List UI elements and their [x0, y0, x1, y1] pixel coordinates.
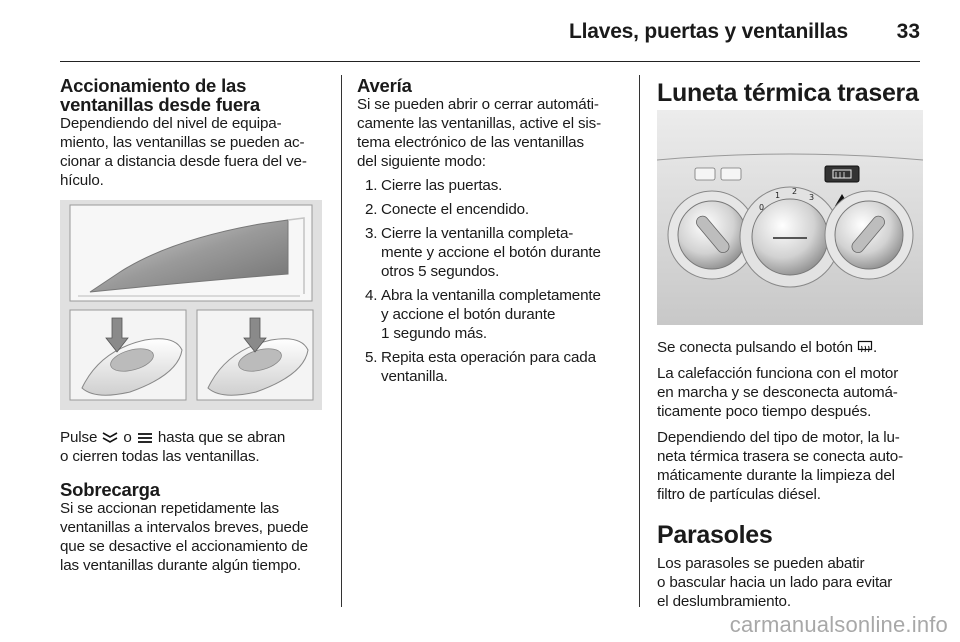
heating-paragraph-2 — [657, 428, 925, 504]
fault-intro — [357, 95, 625, 171]
list-item — [357, 224, 625, 281]
overload-heading: Sobrecarga — [60, 479, 160, 500]
heading-line: Accionamiento de las — [60, 75, 247, 96]
connect-instruction — [657, 338, 925, 357]
pulse-instruction — [60, 428, 330, 466]
fault-steps-list — [357, 176, 625, 386]
watermark: carmanualsonline.info — [729, 612, 948, 637]
text-line: camente las ventanillas, active el sis- — [357, 115, 602, 132]
step-line: Conecte el encendido. — [381, 201, 529, 218]
text-line: las ventanillas durante algún tiempo. — [60, 557, 301, 574]
remote-window-heading — [60, 76, 326, 114]
text-line: cionar a distancia desde fuera del ve- — [60, 153, 307, 170]
list-item — [357, 176, 625, 195]
left-column — [60, 76, 326, 190]
remote-window-intro — [60, 114, 326, 190]
chapter-title: Llaves, puertas y ventanillas — [568, 20, 848, 43]
step-line: Cierre las puertas. — [381, 177, 503, 194]
text-line: el deslumbramiento. — [657, 593, 791, 610]
list-item — [357, 286, 625, 343]
window-up-symbol-icon — [101, 430, 119, 444]
pulse-word: Pulse — [60, 429, 98, 446]
text-line: hículo. — [60, 172, 104, 189]
rear-window-heater-button — [825, 166, 859, 182]
fault-heading: Avería — [357, 75, 412, 96]
dial-label: 3 — [809, 193, 815, 202]
step-number: 3. — [365, 225, 378, 242]
text-line: o bascular hacia un lado para evitar — [657, 574, 893, 591]
step-line: Cierre la ventanilla completa- — [381, 225, 574, 242]
text-line — [60, 428, 330, 447]
heading-line: ventanillas desde fuera — [60, 94, 261, 115]
text-line: Si se accionan repetidamente las — [60, 500, 279, 517]
text-line: que se desactive el accionamiento de — [60, 538, 308, 555]
right-column-top — [657, 78, 922, 108]
sun-visors-text — [657, 554, 925, 611]
key-fob-window-illustration — [60, 200, 322, 410]
rear-window-heater-icon — [857, 340, 873, 354]
page-number: 33 — [896, 20, 920, 43]
dial-label: 2 — [792, 187, 798, 196]
climate-control-panel-illustration — [657, 110, 923, 325]
middle-column — [357, 76, 625, 391]
window-down-symbol-icon — [136, 430, 154, 444]
page-header — [60, 0, 920, 62]
text-line: máticamente durante la limpieza del — [657, 467, 895, 484]
text-line: miento, las ventanillas se pueden ac- — [60, 134, 305, 151]
list-item — [357, 348, 625, 386]
text-line: del siguiente modo: — [357, 153, 486, 170]
text-line: filtro de partículas diésel. — [657, 486, 821, 503]
list-item — [357, 200, 625, 219]
step-line: 1 segundo más. — [381, 325, 487, 342]
overload-text — [60, 499, 330, 575]
text-line: ventanillas a intervalos breves, puede — [60, 519, 309, 536]
step-line: ventanilla. — [381, 368, 448, 385]
sun-visors-heading: Parasoles — [657, 521, 773, 549]
step-number: 4. — [365, 287, 378, 304]
text-line: o cierren todas las ventanillas. — [60, 448, 260, 465]
left-column-lower — [60, 428, 330, 575]
text-line: Los parasoles se pueden abatir — [657, 555, 865, 572]
text-line: neta térmica trasera se conecta auto- — [657, 448, 904, 465]
step-number: 1. — [365, 177, 378, 194]
step-line: Repita esta operación para cada — [381, 349, 596, 366]
connect-end: . — [873, 339, 878, 356]
column-divider-2 — [639, 75, 640, 607]
dial-label: 0 — [759, 203, 765, 212]
step-line: y accione el botón durante — [381, 306, 556, 323]
pulse-rest: hasta que se abran — [157, 429, 286, 446]
text-line: Dependiendo del tipo de motor, la lu- — [657, 429, 900, 446]
text-line: La calefacción funciona con el motor — [657, 365, 899, 382]
text-line: Si se pueden abrir o cerrar automáti- — [357, 96, 599, 113]
step-line: Abra la ventanilla completamente — [381, 287, 601, 304]
column-divider-1 — [341, 75, 342, 607]
connect-text: Se conecta pulsando el botón — [657, 339, 853, 356]
dial-label: 1 — [775, 191, 781, 200]
step-line: mente y accione el botón durante — [381, 244, 601, 261]
step-line: otros 5 segundos. — [381, 263, 500, 280]
text-line: ticamente poco tiempo después. — [657, 403, 872, 420]
text-line: en marcha y se desconecta automá- — [657, 384, 898, 401]
pulse-or: o — [123, 429, 132, 446]
step-number: 2. — [365, 201, 378, 218]
step-number: 5. — [365, 349, 378, 366]
text-line: tema electrónico de las ventanillas — [357, 134, 584, 151]
air-distribution-knob — [825, 191, 913, 279]
rear-window-heading: Luneta térmica trasera — [657, 79, 919, 107]
heating-paragraph-1 — [657, 364, 925, 421]
right-column-lower — [657, 338, 925, 611]
text-line: Dependiendo del nivel de equipa- — [60, 115, 282, 132]
